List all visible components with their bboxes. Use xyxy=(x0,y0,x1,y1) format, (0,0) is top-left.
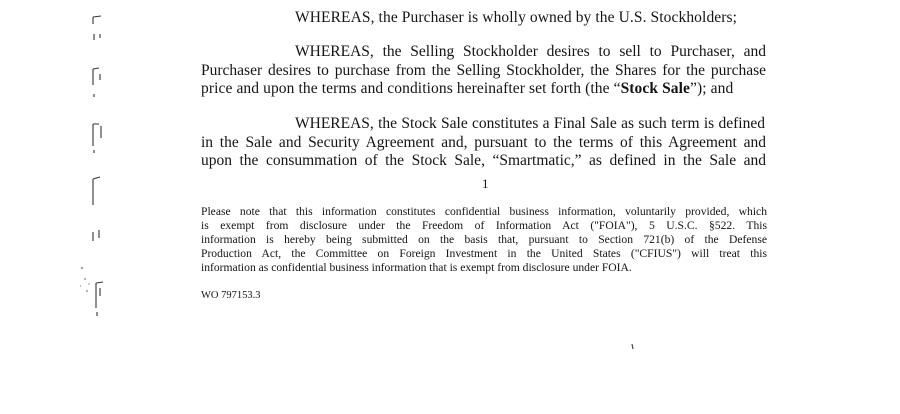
recital-final-sale-line-2: in the Sale and Security Agreement and, pursuant to the terms of this Agreement and xyxy=(201,134,766,151)
margin-scan-marks xyxy=(80,0,120,330)
page-number: 1 xyxy=(482,176,489,191)
recital-stock-sale-line-3 xyxy=(201,80,733,98)
confidentiality-notice-line-2: is exempt from disclosure under the Freedom of Information Act ("FOIA"), 5 U.S.C. §522. This xyxy=(201,219,767,232)
recital-purchaser-ownership: WHEREAS, the Purchaser is wholly owned by the U.S. Stockholders; xyxy=(295,9,738,26)
recital-final-sale-line-1: WHEREAS, the Stock Sale constitutes a Final Sale as such term is defined xyxy=(295,115,765,132)
recital-stock-sale-line-1: WHEREAS, the Selling Stockholder desires to sell to Purchaser, and xyxy=(295,43,766,60)
confidentiality-notice-line-4: Production Act, the Committee on Foreign Investment in the United States ("CFIUS") will treat this xyxy=(201,247,767,260)
confidentiality-notice-line-5: information as confidential business information that is exempt from disclosure under FOIA. xyxy=(201,261,632,274)
recital-stock-sale-line-3-end: ”); and xyxy=(690,80,734,97)
recital-stock-sale-line-2: Purchaser desires to purchase from the Selling Stockholder, the Shares for the purchase xyxy=(201,62,766,79)
confidentiality-notice-line-3: information is hereby being submitted on the basis that, pursuant to Section 721(b) of the Defense xyxy=(201,233,767,246)
recital-stock-sale-line-3-start: price and upon the terms and conditions hereinafter set forth (the “ xyxy=(201,80,621,97)
recital-final-sale-line-3: upon the consummation of the Stock Sale, “Smartmatic,” as defined in the Sale and xyxy=(201,152,766,169)
confidentiality-notice-line-1: Please note that this information constitutes confidential business information, voluntarily provided, which xyxy=(201,205,767,218)
defined-term-stock-sale: Stock Sale xyxy=(620,80,691,97)
document-reference: WO 797153.3 xyxy=(201,290,261,301)
scan-speck xyxy=(630,343,636,351)
